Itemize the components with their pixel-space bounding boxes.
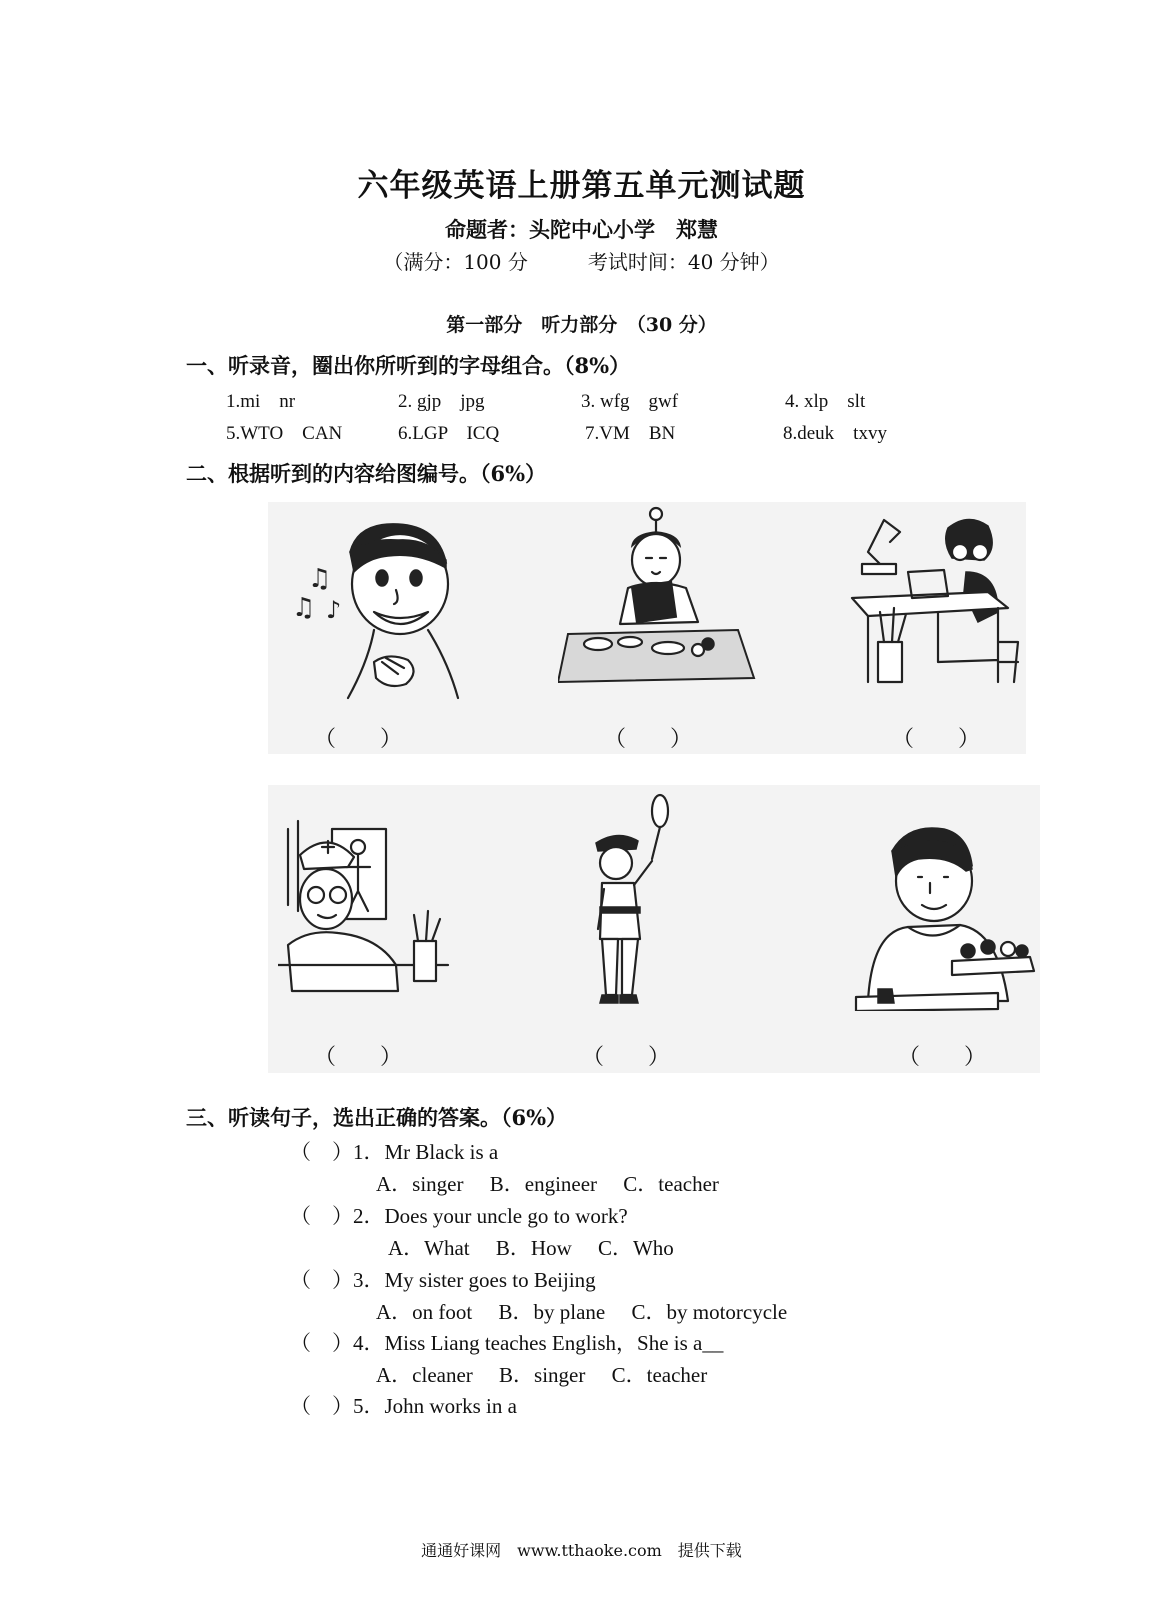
author-line: 命题者：头陀中心小学 郑慧: [445, 217, 718, 242]
section1-heading: 一、听录音，圈出你所听到的字母组合。（8%）: [186, 353, 631, 378]
svg-text:♪: ♪: [326, 596, 342, 624]
question-text-2: 2．Does your uncle go to work?: [353, 1204, 628, 1228]
letter-item-4: 4. xlp slt: [785, 391, 866, 412]
question-text-5: 5．John works in a: [353, 1394, 517, 1418]
picture-row-2: [268, 785, 1040, 1073]
answer-paren-q3[interactable]: （ ）: [290, 1268, 353, 1292]
question-text-4: 4．Miss Liang teaches English，She is a__: [353, 1331, 724, 1355]
letter-item-6: 6.LGP ICQ: [398, 423, 500, 444]
svg-text:♫: ♫: [308, 564, 332, 594]
letter-item-2: 2. gjp jpg: [398, 391, 485, 412]
question-options-3: A．on foot B．by plane C．by motorcycle: [376, 1300, 788, 1324]
score-info: （满分：100 分 考试时间：40 分钟）: [383, 250, 780, 274]
answer-paren-4[interactable]: （ ）: [314, 1044, 403, 1069]
question-text-3: 3．My sister goes to Beijing: [353, 1268, 596, 1292]
student-desk-picture: [848, 512, 1023, 692]
question-options-4: A．cleaner B．singer C．teacher: [376, 1363, 708, 1387]
answer-paren-2[interactable]: （ ）: [604, 726, 693, 751]
letter-item-7: 7.VM BN: [585, 423, 676, 444]
letter-item-5: 5.WTO CAN: [226, 423, 343, 444]
section2-heading: 二、根据听到的内容给图编号。（6%）: [186, 461, 547, 486]
question-options-2: A．What B．How C．Who: [388, 1236, 674, 1260]
page-title: 六年级英语上册第五单元测试题: [357, 168, 806, 204]
answer-paren-q1[interactable]: （ ）: [290, 1140, 353, 1164]
answer-paren-1[interactable]: （ ）: [314, 726, 403, 751]
letter-item-8: 8.deuk txvy: [783, 423, 887, 444]
svg-text:♫: ♫: [292, 593, 316, 623]
answer-paren-q2[interactable]: （ ）: [290, 1204, 353, 1228]
answer-paren-6[interactable]: （ ）: [898, 1044, 987, 1069]
question-row-2: [290, 1200, 628, 1230]
question-row-4: [290, 1327, 723, 1357]
question-row-5: [290, 1390, 517, 1420]
question-text-1: 1．Mr Black is a: [353, 1140, 499, 1164]
letter-item-3: 3. wfg gwf: [581, 391, 679, 412]
doctor-picture: [278, 815, 458, 1005]
answer-paren-5[interactable]: （ ）: [582, 1044, 671, 1069]
letter-item-1: 1.mi nr: [226, 391, 296, 412]
singer-boy-picture: [278, 512, 498, 702]
shop-boy-picture: [848, 821, 1038, 1011]
footer-download-note: 通通好课网 www.tthaoke.com 提供下载: [421, 1541, 742, 1560]
part-title: 第一部分 听力部分 （30 分）: [446, 314, 717, 336]
question-row-3: [290, 1264, 596, 1294]
policeman-picture: [578, 789, 698, 1009]
answer-paren-q4[interactable]: （ ）: [290, 1331, 353, 1355]
answer-paren-q5[interactable]: （ ）: [290, 1394, 353, 1418]
answer-paren-3[interactable]: （ ）: [892, 726, 981, 751]
question-row-1: [290, 1136, 498, 1166]
section3-heading: 三、听读句子，选出正确的答案。（6%）: [186, 1105, 568, 1130]
picture-row-1: [268, 502, 1026, 754]
question-options-1: A．singer B．engineer C．teacher: [376, 1172, 719, 1196]
cook-girl-picture: [558, 502, 758, 692]
